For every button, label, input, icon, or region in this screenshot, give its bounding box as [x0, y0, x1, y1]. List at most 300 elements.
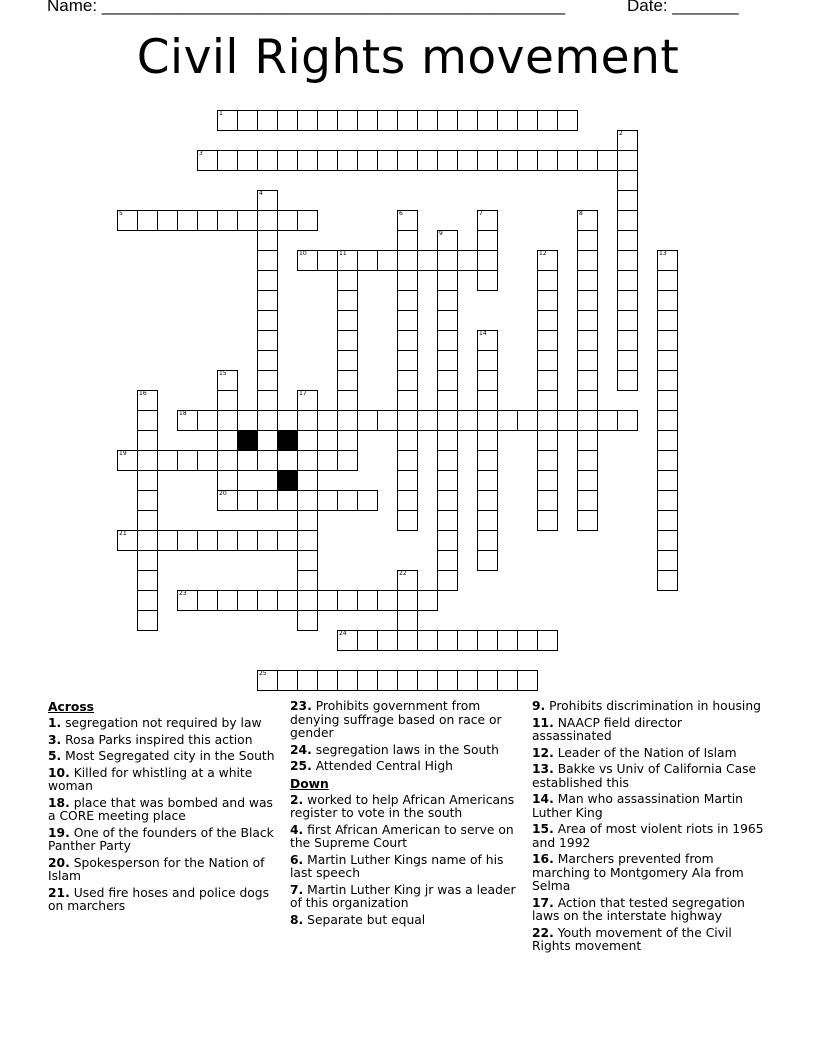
grid-cell[interactable]	[317, 110, 338, 131]
grid-cell[interactable]	[257, 270, 278, 291]
grid-cell[interactable]	[537, 310, 558, 331]
grid-cell[interactable]	[237, 410, 258, 431]
grid-cell[interactable]	[157, 210, 178, 231]
grid-cell[interactable]	[457, 250, 478, 271]
grid-cell[interactable]	[397, 590, 418, 611]
grid-cell[interactable]	[337, 330, 358, 351]
grid-cell[interactable]	[537, 490, 558, 511]
grid-cell[interactable]	[537, 450, 558, 471]
grid-cell[interactable]	[477, 510, 498, 531]
grid-cell[interactable]	[357, 110, 378, 131]
grid-cell[interactable]	[197, 210, 218, 231]
grid-cell[interactable]	[537, 390, 558, 411]
grid-cell[interactable]	[477, 370, 498, 391]
grid-cell[interactable]	[237, 210, 258, 231]
grid-cell[interactable]	[197, 590, 218, 611]
name-field-label[interactable]: Name: _________________________________________________	[47, 0, 566, 15]
grid-cell[interactable]	[657, 270, 678, 291]
grid-cell[interactable]	[317, 250, 338, 271]
grid-cell[interactable]	[657, 310, 678, 331]
grid-cell[interactable]	[237, 450, 258, 471]
grid-cell[interactable]	[297, 210, 318, 231]
grid-cell[interactable]	[617, 350, 638, 371]
grid-cell[interactable]	[657, 490, 678, 511]
grid-cell[interactable]	[577, 430, 598, 451]
grid-cell[interactable]	[237, 150, 258, 171]
grid-cell[interactable]	[537, 150, 558, 171]
grid-cell[interactable]	[397, 410, 418, 431]
clue-item	[48, 717, 280, 731]
grid-cell[interactable]	[617, 290, 638, 311]
grid-cell[interactable]	[477, 330, 498, 351]
grid-cell[interactable]	[297, 410, 318, 431]
grid-cell[interactable]	[317, 590, 338, 611]
grid-cell[interactable]	[417, 150, 438, 171]
grid-cell[interactable]	[437, 290, 458, 311]
grid-cell[interactable]	[337, 150, 358, 171]
grid-cell[interactable]	[617, 310, 638, 331]
grid-cell[interactable]	[657, 450, 678, 471]
grid-cell[interactable]	[137, 430, 158, 451]
grid-cell[interactable]	[497, 150, 518, 171]
grid-cell[interactable]	[577, 270, 598, 291]
grid-cell[interactable]	[437, 530, 458, 551]
grid-cell[interactable]	[577, 230, 598, 251]
clue-item	[290, 914, 522, 928]
grid-cell[interactable]	[377, 590, 398, 611]
grid-cell[interactable]	[137, 390, 158, 411]
grid-cell[interactable]	[257, 490, 278, 511]
grid-cell[interactable]	[257, 250, 278, 271]
grid-cell[interactable]	[277, 410, 298, 431]
grid-cell[interactable]	[477, 270, 498, 291]
grid-cell[interactable]	[617, 270, 638, 291]
grid-cell[interactable]	[437, 450, 458, 471]
grid-cell[interactable]	[257, 310, 278, 331]
grid-cell[interactable]	[337, 270, 358, 291]
grid-cell[interactable]	[437, 670, 458, 691]
grid-cell[interactable]	[477, 550, 498, 571]
grid-cell[interactable]	[337, 450, 358, 471]
grid-cell[interactable]	[257, 670, 278, 691]
grid-cell[interactable]	[657, 550, 678, 571]
grid-cell[interactable]	[397, 310, 418, 331]
grid-cell[interactable]	[437, 330, 458, 351]
grid-cell[interactable]	[577, 510, 598, 531]
grid-cell[interactable]	[357, 250, 378, 271]
grid-cell[interactable]	[557, 150, 578, 171]
grid-cell[interactable]	[497, 110, 518, 131]
grid-cell[interactable]	[657, 370, 678, 391]
grid-cell[interactable]	[657, 330, 678, 351]
grid-cell[interactable]	[177, 590, 198, 611]
grid-cell[interactable]	[137, 490, 158, 511]
grid-cell[interactable]	[477, 430, 498, 451]
grid-cell[interactable]	[457, 110, 478, 131]
grid-cell[interactable]	[277, 670, 298, 691]
grid-cell[interactable]	[417, 410, 438, 431]
grid-cell[interactable]	[137, 530, 158, 551]
grid-cell[interactable]	[357, 590, 378, 611]
grid-cell[interactable]	[537, 510, 558, 531]
grid-cell[interactable]	[657, 390, 678, 411]
grid-cell[interactable]	[257, 370, 278, 391]
grid-cell[interactable]	[397, 270, 418, 291]
grid-cell[interactable]	[317, 670, 338, 691]
grid-cell[interactable]	[277, 110, 298, 131]
grid-cell[interactable]	[497, 410, 518, 431]
clue-number: 2	[619, 130, 623, 137]
grid-cell[interactable]	[197, 150, 218, 171]
grid-cell[interactable]	[117, 450, 138, 471]
grid-cell[interactable]	[437, 230, 458, 251]
grid-cell[interactable]	[337, 410, 358, 431]
grid-cell[interactable]	[137, 550, 158, 571]
grid-cell[interactable]	[517, 150, 538, 171]
grid-cell[interactable]	[397, 630, 418, 651]
grid-cell[interactable]	[437, 510, 458, 531]
grid-cell[interactable]	[437, 350, 458, 371]
grid-cell[interactable]	[397, 390, 418, 411]
grid-cell[interactable]	[577, 350, 598, 371]
grid-cell[interactable]	[537, 470, 558, 491]
grid-cell[interactable]	[217, 590, 238, 611]
grid-cell[interactable]	[537, 430, 558, 451]
grid-cell[interactable]	[477, 670, 498, 691]
grid-cell[interactable]	[577, 490, 598, 511]
grid-cell[interactable]	[537, 110, 558, 131]
grid-cell[interactable]	[477, 490, 498, 511]
grid-cell[interactable]	[617, 330, 638, 351]
grid-cell[interactable]	[177, 450, 198, 471]
grid-cell[interactable]	[137, 410, 158, 431]
grid-cell[interactable]	[217, 150, 238, 171]
grid-cell[interactable]	[537, 350, 558, 371]
grid-cell[interactable]	[477, 410, 498, 431]
grid-cell[interactable]	[397, 210, 418, 231]
grid-cell[interactable]	[257, 530, 278, 551]
grid-cell[interactable]	[257, 390, 278, 411]
grid-cell[interactable]	[397, 250, 418, 271]
grid-cell[interactable]	[297, 450, 318, 471]
grid-cell[interactable]	[297, 670, 318, 691]
clue-number: 11	[339, 250, 347, 257]
grid-cell[interactable]	[657, 530, 678, 551]
grid-cell[interactable]	[257, 110, 278, 131]
grid-cell[interactable]	[417, 110, 438, 131]
grid-cell[interactable]	[477, 470, 498, 491]
grid-cell[interactable]	[597, 150, 618, 171]
grid-cell[interactable]	[617, 210, 638, 231]
grid-cell[interactable]	[437, 410, 458, 431]
grid-cell[interactable]	[277, 590, 298, 611]
grid-cell[interactable]	[377, 630, 398, 651]
grid-cell[interactable]	[397, 230, 418, 251]
grid-cell[interactable]	[257, 410, 278, 431]
grid-cell[interactable]	[257, 210, 278, 231]
grid-cell[interactable]	[477, 390, 498, 411]
grid-cell[interactable]	[537, 270, 558, 291]
grid-cell[interactable]	[517, 410, 538, 431]
grid-cell[interactable]	[397, 150, 418, 171]
grid-cell[interactable]	[477, 230, 498, 251]
grid-cell[interactable]	[237, 590, 258, 611]
grid-cell[interactable]	[437, 250, 458, 271]
grid-cell[interactable]	[197, 450, 218, 471]
grid-cell[interactable]	[277, 210, 298, 231]
grid-cell[interactable]	[217, 530, 238, 551]
grid-cell[interactable]	[517, 630, 538, 651]
grid-cell[interactable]	[197, 530, 218, 551]
grid-cell[interactable]	[137, 570, 158, 591]
grid-cell[interactable]	[137, 450, 158, 471]
grid-cell[interactable]	[397, 470, 418, 491]
grid-cell[interactable]	[477, 630, 498, 651]
grid-cell[interactable]	[497, 630, 518, 651]
grid-cell[interactable]	[417, 630, 438, 651]
grid-cell[interactable]	[537, 410, 558, 431]
grid-cell[interactable]	[297, 550, 318, 571]
grid-cell[interactable]	[437, 570, 458, 591]
grid-cell[interactable]	[257, 190, 278, 211]
grid-cell[interactable]	[157, 450, 178, 471]
grid-cell[interactable]	[437, 310, 458, 331]
grid-cell[interactable]	[317, 450, 338, 471]
grid-cell[interactable]	[417, 250, 438, 271]
grid-cell[interactable]	[537, 250, 558, 271]
grid-cell[interactable]	[617, 170, 638, 191]
grid-cell[interactable]	[617, 250, 638, 271]
grid-cell[interactable]	[397, 510, 418, 531]
grid-cell[interactable]	[237, 110, 258, 131]
grid-cell[interactable]	[297, 150, 318, 171]
grid-cell[interactable]	[617, 410, 638, 431]
grid-cell[interactable]	[377, 410, 398, 431]
grid-cell[interactable]	[657, 290, 678, 311]
grid-cell[interactable]	[277, 530, 298, 551]
grid-cell[interactable]	[377, 250, 398, 271]
grid-cell[interactable]	[397, 110, 418, 131]
grid-cell[interactable]	[477, 150, 498, 171]
grid-cell[interactable]	[197, 410, 218, 431]
grid-cell[interactable]	[437, 110, 458, 131]
grid-cell[interactable]	[257, 450, 278, 471]
grid-cell[interactable]	[397, 490, 418, 511]
grid-cell[interactable]	[617, 150, 638, 171]
grid-cell[interactable]	[577, 470, 598, 491]
grid-cell[interactable]	[277, 450, 298, 471]
grid-cell[interactable]	[437, 270, 458, 291]
grid-cell[interactable]	[297, 110, 318, 131]
grid-cell[interactable]	[217, 370, 238, 391]
grid-cell[interactable]	[257, 290, 278, 311]
grid-cell[interactable]	[477, 250, 498, 271]
grid-cell[interactable]	[177, 210, 198, 231]
grid-cell[interactable]	[357, 410, 378, 431]
grid-cell[interactable]	[617, 230, 638, 251]
grid-cell[interactable]	[177, 410, 198, 431]
grid-cell[interactable]	[657, 350, 678, 371]
grid-cell[interactable]	[437, 370, 458, 391]
grid-cell[interactable]	[437, 630, 458, 651]
grid-cell[interactable]	[657, 570, 678, 591]
grid-cell[interactable]	[557, 110, 578, 131]
grid-cell[interactable]	[477, 110, 498, 131]
grid-cell[interactable]	[277, 490, 298, 511]
grid-cell[interactable]	[577, 370, 598, 391]
grid-cell[interactable]	[397, 330, 418, 351]
grid-cell[interactable]	[297, 570, 318, 591]
grid-cell[interactable]	[357, 150, 378, 171]
grid-cell[interactable]	[317, 490, 338, 511]
grid-cell[interactable]	[577, 310, 598, 331]
grid-cell[interactable]	[397, 570, 418, 591]
grid-cell[interactable]	[477, 530, 498, 551]
grid-cell[interactable]	[297, 250, 318, 271]
grid-cell[interactable]	[217, 410, 238, 431]
grid-cell[interactable]	[457, 670, 478, 691]
grid-cell[interactable]	[137, 470, 158, 491]
grid-cell[interactable]	[337, 290, 358, 311]
grid-cell[interactable]	[117, 530, 138, 551]
grid-cell[interactable]	[297, 610, 318, 631]
grid-cell[interactable]	[577, 410, 598, 431]
grid-cell[interactable]	[337, 350, 358, 371]
grid-cell[interactable]	[377, 670, 398, 691]
grid-cell[interactable]	[477, 350, 498, 371]
grid-cell[interactable]	[137, 590, 158, 611]
grid-cell[interactable]	[297, 510, 318, 531]
grid-cell[interactable]	[117, 210, 138, 231]
grid-cell[interactable]	[357, 490, 378, 511]
grid-cell[interactable]	[577, 390, 598, 411]
grid-cell[interactable]	[457, 630, 478, 651]
grid-cell[interactable]	[397, 450, 418, 471]
grid-cell[interactable]	[297, 430, 318, 451]
grid-cell[interactable]	[517, 110, 538, 131]
grid-cell[interactable]	[217, 110, 238, 131]
grid-cell[interactable]	[477, 450, 498, 471]
grid-cell[interactable]	[337, 490, 358, 511]
grid-cell[interactable]	[257, 330, 278, 351]
grid-cell[interactable]	[217, 390, 238, 411]
grid-cell[interactable]	[297, 390, 318, 411]
grid-cell[interactable]	[337, 370, 358, 391]
grid-cell[interactable]	[297, 470, 318, 491]
grid-cell[interactable]	[617, 130, 638, 151]
grid-cell[interactable]	[437, 390, 458, 411]
grid-cell[interactable]	[277, 150, 298, 171]
grid-cell[interactable]	[337, 630, 358, 651]
date-field-label[interactable]: Date: _______	[627, 0, 739, 15]
grid-cell[interactable]	[217, 430, 238, 451]
grid-cell[interactable]	[537, 630, 558, 651]
grid-cell[interactable]	[337, 590, 358, 611]
grid-cell[interactable]	[657, 510, 678, 531]
grid-cell[interactable]	[237, 490, 258, 511]
grid-cell[interactable]	[397, 670, 418, 691]
grid-cell[interactable]	[617, 190, 638, 211]
grid-cell[interactable]	[357, 670, 378, 691]
grid-cell[interactable]	[497, 670, 518, 691]
grid-cell[interactable]	[337, 310, 358, 331]
grid-cell[interactable]	[377, 110, 398, 131]
grid-cell[interactable]	[217, 490, 238, 511]
grid-cell[interactable]	[257, 230, 278, 251]
grid-cell[interactable]	[397, 350, 418, 371]
grid-cell[interactable]	[537, 290, 558, 311]
grid-cell[interactable]	[137, 610, 158, 631]
grid-cell[interactable]	[657, 410, 678, 431]
grid-cell[interactable]	[237, 530, 258, 551]
grid-cell[interactable]	[537, 330, 558, 351]
grid-cell[interactable]	[217, 210, 238, 231]
grid-cell[interactable]	[617, 370, 638, 391]
grid-cell[interactable]	[297, 590, 318, 611]
grid-cell[interactable]	[577, 450, 598, 471]
grid-cell[interactable]	[297, 530, 318, 551]
grid-cell[interactable]	[477, 210, 498, 231]
grid-cell[interactable]	[217, 450, 238, 471]
grid-cell[interactable]	[257, 150, 278, 171]
grid-cell[interactable]	[437, 430, 458, 451]
grid-cell[interactable]	[437, 470, 458, 491]
grid-cell[interactable]	[137, 210, 158, 231]
grid-cell[interactable]	[437, 150, 458, 171]
grid-cell[interactable]	[257, 350, 278, 371]
grid-cell[interactable]	[257, 590, 278, 611]
grid-cell[interactable]	[337, 430, 358, 451]
grid-cell[interactable]	[397, 430, 418, 451]
grid-cell[interactable]	[537, 370, 558, 391]
grid-cell[interactable]	[577, 330, 598, 351]
grid-cell[interactable]	[317, 410, 338, 431]
grid-cell[interactable]	[417, 670, 438, 691]
grid-cell[interactable]	[397, 290, 418, 311]
grid-cell[interactable]	[657, 250, 678, 271]
grid-cell[interactable]	[597, 410, 618, 431]
clue-item	[290, 794, 522, 821]
grid-cell[interactable]	[417, 590, 438, 611]
grid-cell[interactable]	[397, 610, 418, 631]
grid-cell[interactable]	[337, 390, 358, 411]
grid-cell[interactable]	[137, 510, 158, 531]
grid-cell[interactable]	[297, 490, 318, 511]
grid-cell[interactable]	[337, 670, 358, 691]
grid-cell[interactable]	[577, 290, 598, 311]
grid-cell[interactable]	[577, 150, 598, 171]
grid-cell[interactable]	[337, 250, 358, 271]
grid-cell[interactable]	[157, 530, 178, 551]
grid-cell[interactable]	[317, 150, 338, 171]
grid-cell[interactable]	[657, 430, 678, 451]
grid-cell[interactable]	[557, 410, 578, 431]
grid-cell[interactable]	[337, 110, 358, 131]
grid-cell[interactable]	[437, 490, 458, 511]
grid-cell[interactable]	[357, 630, 378, 651]
grid-cell[interactable]	[457, 410, 478, 431]
grid-cell[interactable]	[457, 150, 478, 171]
grid-cell[interactable]	[657, 470, 678, 491]
grid-cell[interactable]	[377, 150, 398, 171]
grid-cell[interactable]	[177, 530, 198, 551]
grid-cell[interactable]	[437, 550, 458, 571]
grid-cell[interactable]	[217, 470, 238, 491]
grid-cell[interactable]	[577, 250, 598, 271]
grid-cell[interactable]	[517, 670, 538, 691]
grid-cell[interactable]	[577, 210, 598, 231]
grid-cell[interactable]	[397, 370, 418, 391]
